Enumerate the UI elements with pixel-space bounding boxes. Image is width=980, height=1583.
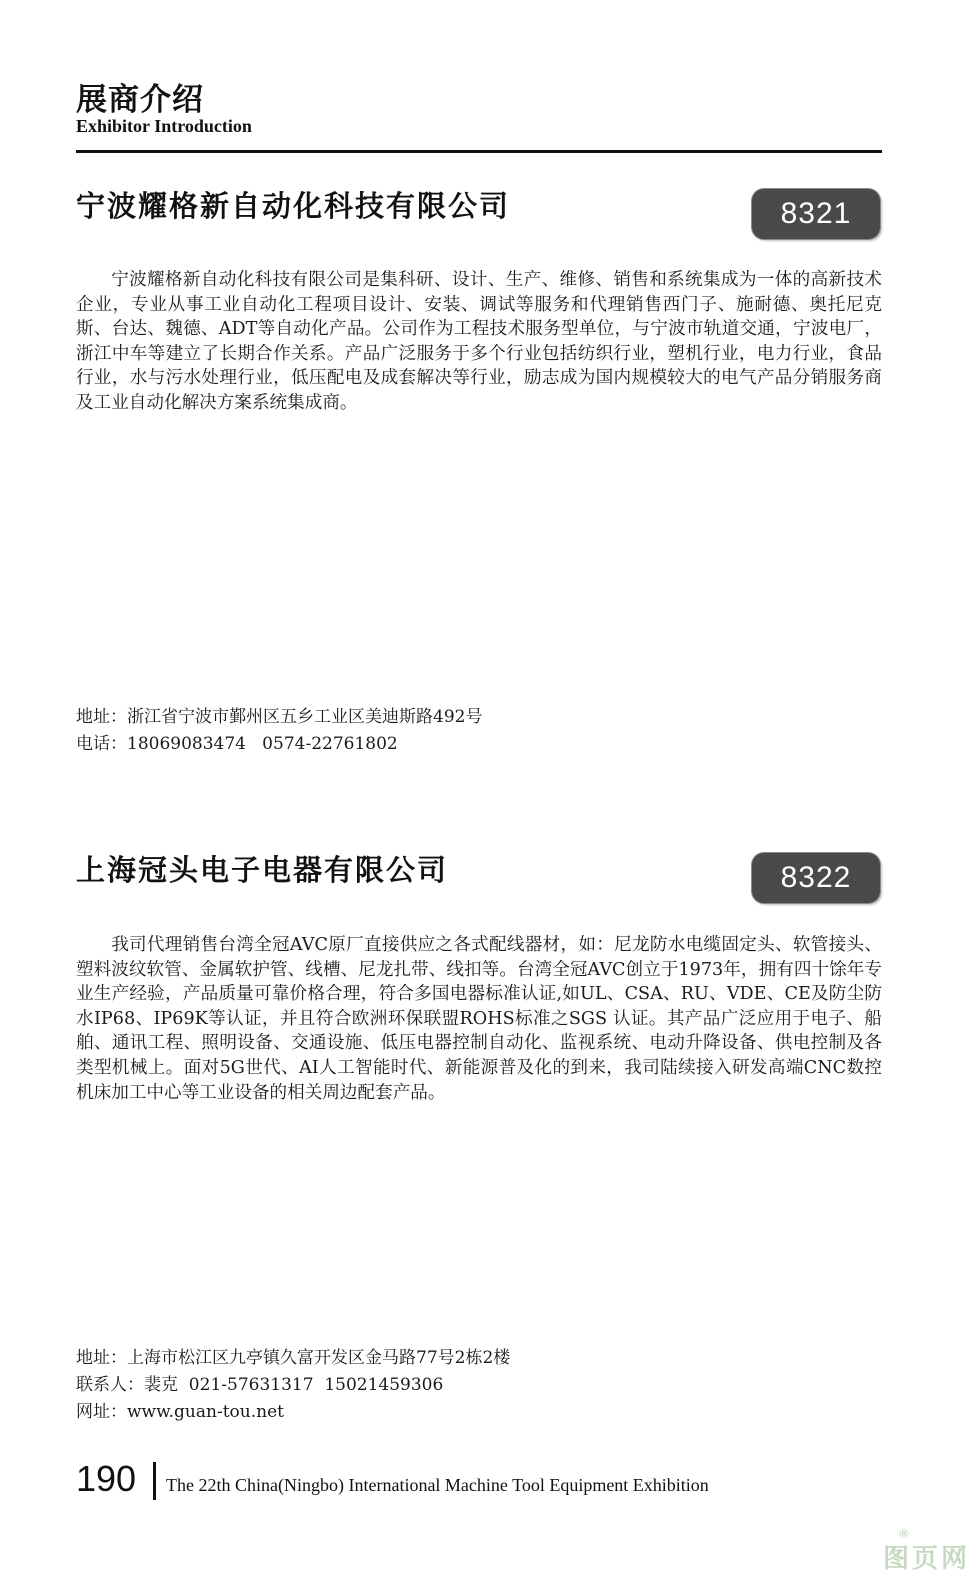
watermark-registered-icon: ®: [898, 1527, 910, 1541]
phone-line: 电话：18069083474 0574-22761802: [76, 734, 398, 754]
exhibition-name: The 22th China(Ningbo) International Machine Tool Equipment Exhibition: [166, 1475, 709, 1495]
website-line: 网址：www.guan-tou.net: [76, 1402, 284, 1422]
company-description: 宁波耀格新自动化科技有限公司是集科研、设计、生产、维修、销售和系统集成为一体的高新技术企业，专业从事工业自动化工程项目设计、安装、调试等服务和代理销售西门子、施耐德、奥托尼克斯、台达、魏德、ADT等自动化产品。公司作为工程技术服务型单位，与宁波市轨道交通，宁波电厂，浙江中车等建立了长期合作关系。产品广泛服务于多个行业包括纺织行业，塑机行业，电力行业，食品行业，水与污水处理行业，低压配电及成套解决等行业，励志成为国内规模较大的电气产品分销服务商及工业自动化解决方案系统集成商。: [76, 270, 882, 413]
address-line: 地址：上海市松江区九亭镇久富开发区金马路77号2栋2楼: [76, 1348, 511, 1368]
page-number: 190: [76, 1458, 137, 1499]
contact-info: [76, 704, 882, 758]
booth-number-badge: 8321: [752, 189, 880, 239]
section-title-en: Exhibitor Introduction: [76, 116, 252, 136]
company-name: 宁波耀格新自动化科技有限公司: [76, 189, 511, 223]
booth-number-badge: 8322: [752, 853, 880, 903]
header-divider: [76, 150, 882, 153]
watermark-logo: 图页网: [882, 1544, 970, 1574]
company-description: 我司代理销售台湾全冠AVC原厂直接供应之各式配线器材，如：尼龙防水电缆固定头、软管接头、塑料波纹软管、金属软护管、线槽、尼龙扎带、线扣等。台湾全冠AVC创立于1973年，拥有四十馀年专业生产经验，产品质量可靠价格合理，符合多国电器标准认证,如UL、CSA、RU、VDE、CE及防尘防水IP68、IP69K等认证，并且符合欧洲环保联盟ROHS标准之SGS 认证。其产品广泛应用于电子、船舶、通讯工程、照明设备、交通设施、低压电器控制自动化、监视系统、电动升降设备、供电控制及各类型机械上。面对5G世代、AI人工智能时代、新能源普及化的到来，我司陆续接入研发高端CNC数控机床加工中心等工业设备的相关周边配套产品。: [76, 935, 882, 1103]
address-line: 地址：浙江省宁波市鄞州区五乡工业区美迪斯路492号: [76, 707, 483, 727]
company-name: 上海冠头电子电器有限公司: [76, 853, 449, 887]
contact-person-line: 联系人：裴克 021-57631317 15021459306: [76, 1375, 444, 1395]
section-title-cn: 展商介绍: [76, 82, 204, 118]
footer-divider: [153, 1462, 156, 1500]
contact-info: [76, 1345, 882, 1426]
